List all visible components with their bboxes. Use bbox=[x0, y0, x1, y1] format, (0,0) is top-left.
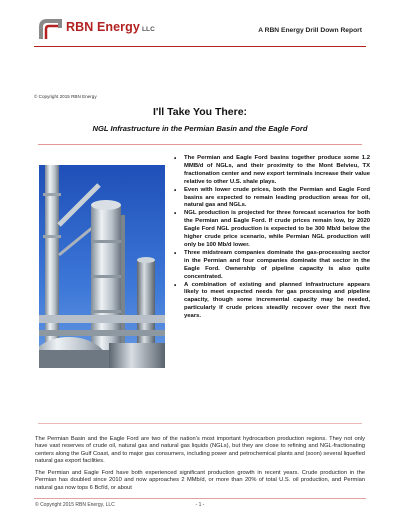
list-item: • A combination of existing and planned infrastructure appears likely to meet expected needs for gas processing and pipeline capacity, though some incremental capacity may be needed, particularly if crude prices steadily recover over the next five years. bbox=[172, 282, 370, 322]
list-item: • The Permian and Eagle Ford basins together produce some 1.2 MMB/d of NGLs, and their proximity to the Mont Belvieu, TX fractionation center and new export terminals increase their value relative to other U.S. shale plays. bbox=[172, 155, 370, 187]
pipeline-logo-icon bbox=[38, 17, 64, 41]
article-subtitle: NGL Infrastructure in the Permian Basin and the Eagle Ford bbox=[92, 124, 308, 133]
body-divider bbox=[38, 423, 362, 424]
gas-plant-illustration bbox=[39, 165, 165, 368]
report-header bbox=[0, 0, 400, 50]
key-findings-list bbox=[172, 155, 370, 321]
article-title: I'll Take You There: bbox=[152, 106, 248, 118]
rbn-energy-logo bbox=[38, 17, 158, 41]
page-number: - 1 - bbox=[195, 502, 205, 508]
processing-plant-photo bbox=[39, 165, 165, 368]
title-divider bbox=[38, 144, 362, 145]
brand-name: RBN Energy LLC bbox=[66, 20, 155, 34]
report-title: A RBN Energy Drill Down Report bbox=[258, 27, 362, 34]
list-item: • NGL production is projected for three forecast scenarios for both the Permian and Eagle Ford. If crude prices remain low, by 2020 Eagle Ford NGL production is expected to be 300 Mb/d below the higher crude price scenario, while Permian NGL production will only be 100 Mb/d lower. bbox=[172, 210, 370, 250]
footer-copyright: © Copyright 2015 RBN Energy, LLC bbox=[35, 502, 115, 508]
footer-divider bbox=[34, 498, 366, 499]
body-paragraph: The Permian Basin and the Eagle Ford are two of the nation's most important hydrocarbon production regions. They not only have vast reserves of crude oil, natural gas and natural gas liquids (NGLs), but they are close to refining and NGL-fractionating centers along the Gulf Coast, and to major gas consumers, including power and petrochemical plants and (soon) several liquefied natural gas export facilities. bbox=[35, 436, 365, 465]
list-item: • Even with lower crude prices, both the Permian and Eagle Ford basins are expected to remain leading production areas for oil, natural gas and NGLs. bbox=[172, 187, 370, 211]
brand-suffix: LLC bbox=[141, 26, 155, 33]
header-divider bbox=[34, 46, 366, 47]
body-paragraph: The Permian and Eagle Ford have both experienced significant production growth in recent years. Crude production in the Permian has doubled since 2010 and now approaches 2 MMb/d, or more than 20% of total U.S. oil production, and Permian natural gas now tops 6 Bcf/d, or about bbox=[35, 470, 365, 491]
list-item: • Three midstream companies dominate the gas-processing sector in the Permian and four companies dominate that sector in the Eagle Ford. Ownership of pipeline capacity is also quite concentrated. bbox=[172, 250, 370, 282]
header-copyright: © Copyright 2015 RBN Energy bbox=[34, 94, 97, 99]
